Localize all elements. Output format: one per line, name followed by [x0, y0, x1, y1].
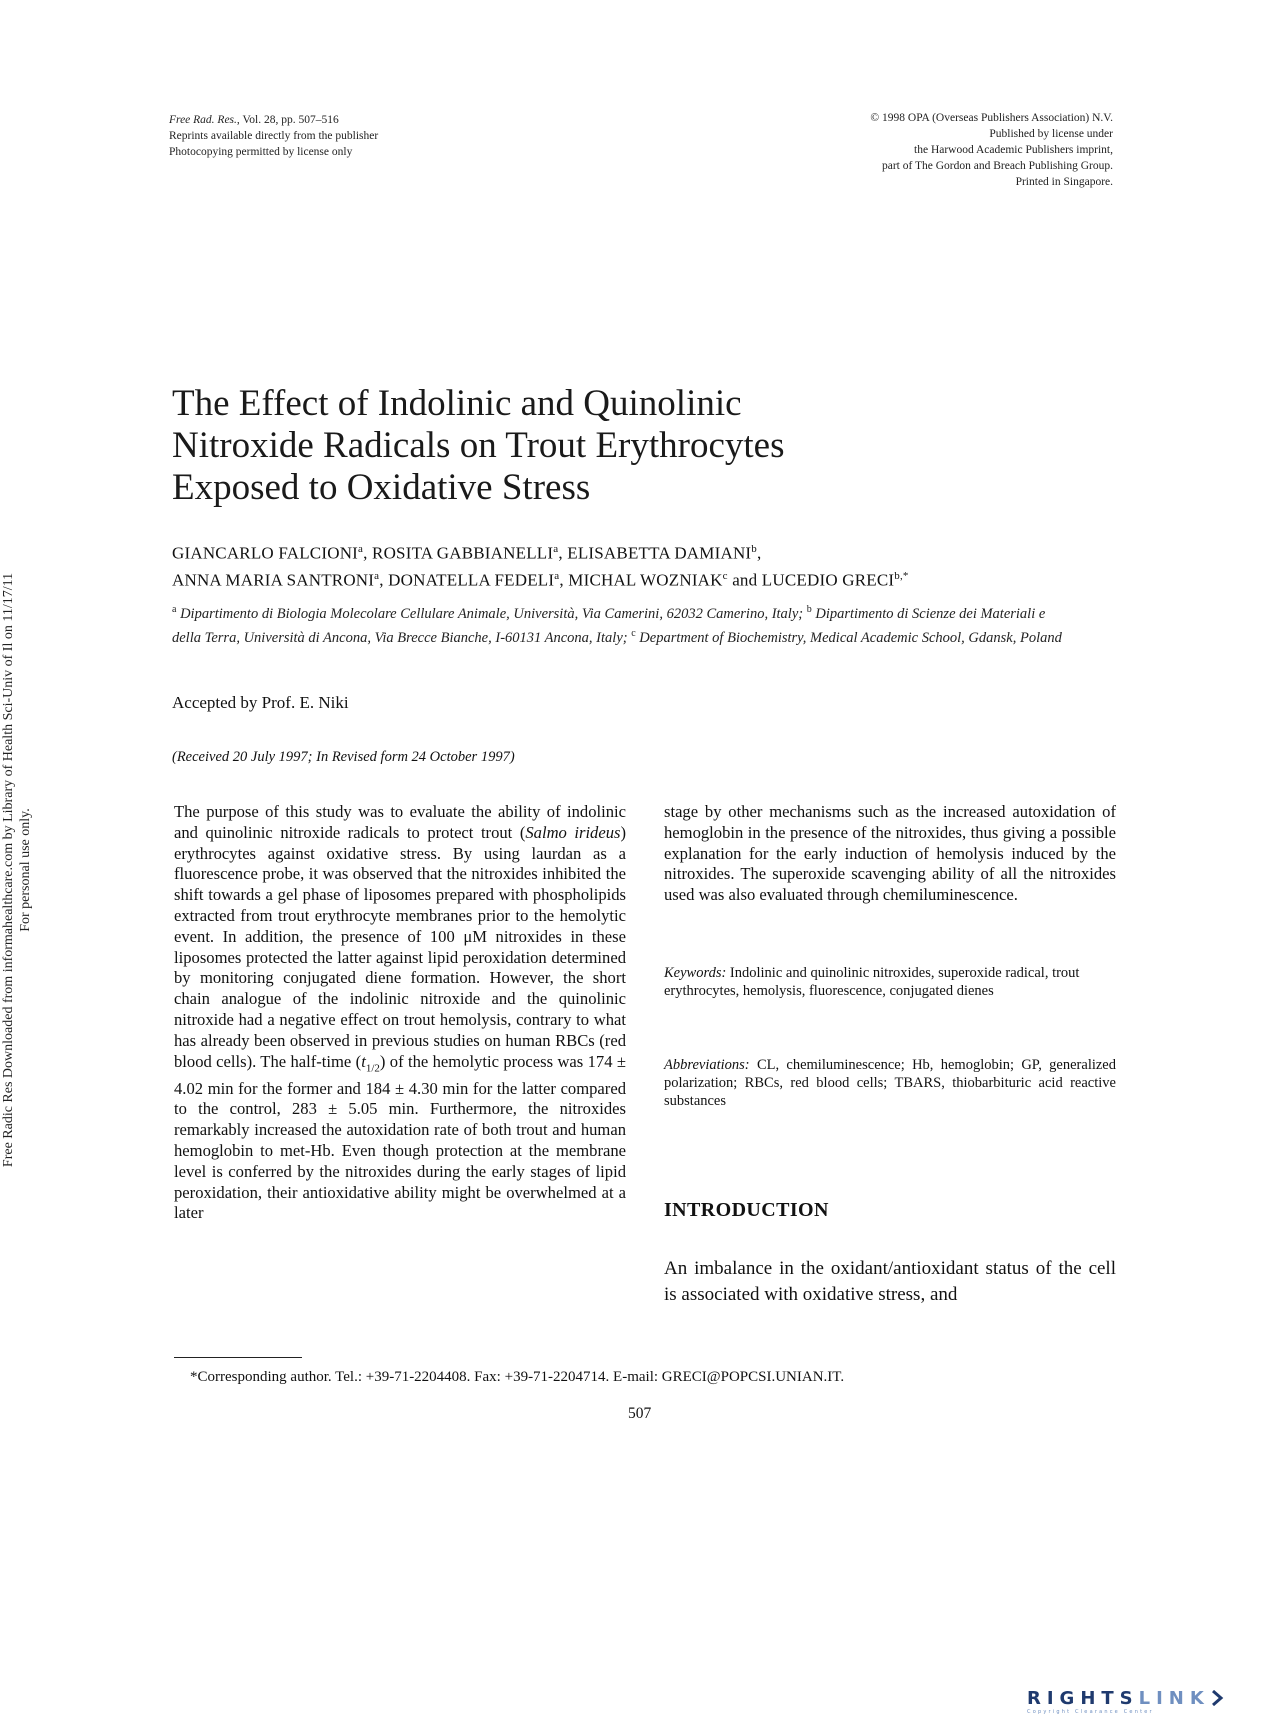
publisher-line-2: Published by license under [989, 128, 1113, 140]
author-affil-mark: a [553, 543, 559, 555]
author: GIANCARLO FALCIONI [172, 543, 359, 563]
author-affil-mark: b [751, 543, 757, 555]
journal-volume: , Vol. 28, pp. 507–516 [236, 114, 339, 126]
personal-use-notice: For personal use only. [18, 808, 33, 932]
author-affil-mark: c [722, 569, 728, 582]
affil-mark: b [806, 604, 812, 615]
page-number: 507 [628, 1405, 652, 1422]
affiliations [172, 600, 1072, 648]
rightslink-wordmark [1027, 1689, 1257, 1709]
chevron-logo-icon [1210, 1690, 1224, 1706]
author-affil-mark: a [374, 569, 380, 582]
received-dates: (Received 20 July 1997; In Revised form 24 October 1997) [172, 749, 515, 765]
abstract-continued: stage by other mechanisms such as the increased autoxidation of hemoglobin in the presence of the nitroxides, thus giving a possible explanation for the early induction of hemolysis induced by the nitroxides. The superoxide scavenging ability of all the nitroxides used was also evaluated through chemiluminescence. [664, 802, 1116, 905]
abstract-text: ) of the hemolytic process was 174 ± 4.02 min for the former and 184 ± 4.30 min for the latter compared to the control, 283 ± 5.05 min. Furthermore, the nitroxides remarkably increased the autoxidation rate of both trout and human hemoglobin to met-Hb. Even though protection at the membrane level is conferred by the nitroxides during the early stages of lipid peroxidation, their antioxidative ability might be overwhelmed at a later [174, 1051, 626, 1223]
author: MICHAL WOZNIAK [568, 570, 723, 590]
species-name: Salmo irideus [525, 822, 621, 842]
copyright-line: © 1998 OPA (Overseas Publishers Association) N.V. [870, 112, 1113, 124]
publisher-line-4: part of The Gordon and Breach Publishing Group. [881, 160, 1113, 172]
keywords-label: Keywords: [664, 965, 727, 981]
author-affil-mark: a [554, 569, 560, 582]
keywords [664, 964, 1116, 1000]
t-half-symbol: t [361, 1051, 366, 1071]
footnote-divider [174, 1357, 302, 1358]
affil-mark: c [631, 627, 636, 639]
abbreviations-label: Abbreviations: [664, 1057, 750, 1073]
author-conjunction: and [732, 570, 758, 590]
title-line-1: The Effect of Indolinic and Quinolinic [172, 383, 742, 424]
download-watermark [0, 510, 44, 1230]
author-affil-mark: a [358, 543, 364, 555]
abstract [174, 802, 626, 1224]
corresponding-author-footnote: *Corresponding author. Tel.: +39-71-2204408. Fax: +39-71-2204714. E-mail: GRECI@POPCSI.UNIAN.IT. [190, 1369, 845, 1385]
logo-tagline: Copyright Clearance Center [1027, 1709, 1154, 1715]
author: ROSITA GABBIANELLI [372, 543, 554, 563]
abbreviations-text: CL, chemiluminescence; Hb, hemoglobin; GP, generalized polarization; RBCs, red blood cells; TBARS, thiobarbituric acid reactive substances [664, 1057, 1116, 1109]
introduction-text: An imbalance in the oxidant/antioxidant status of the cell is associated with oxidative stress, and [664, 1258, 1116, 1305]
t-half-subscript: 1/2 [365, 1061, 380, 1074]
affiliation-b: Dipartimento di Scienze dei Materiali e della Terra, Università di Ancona, Via Brecce Bianche, I-60131 Ancona, Italy; [172, 605, 1046, 646]
author: LUCEDIO GRECI [761, 570, 895, 590]
printed-in: Printed in Singapore. [1015, 176, 1113, 188]
abbreviations [664, 1056, 1116, 1110]
affiliation-c: Department of Biochemistry, Medical Academic School, Gdansk, Poland [639, 629, 1062, 646]
journal-header [169, 112, 589, 160]
journal-citation [169, 112, 589, 128]
article-title [172, 383, 972, 509]
keywords-text: Indolinic and quinolinic nitroxides, superoxide radical, trout erythrocytes, hemolysis, fluorescence, conjugated dienes [664, 965, 1080, 999]
download-notice: Free Radic Res Downloaded from informahealthcare.com by Library of Health Sci-Univ of Il on 11/17/11 [1, 572, 16, 1168]
affiliation-a: Dipartimento di Biologia Molecolare Cellulare Animale, Università, Via Camerini, 62032 Camerino, Italy; [180, 605, 804, 622]
photocopy-notice: Photocopying permitted by license only [169, 146, 353, 158]
logo-word-light: LINK [1138, 1688, 1210, 1709]
rightslink-logo [1027, 1689, 1257, 1719]
abstract-text: ) erythrocytes against oxidative stress. By using laurdan as a fluorescence probe, it was observed that the nitroxides inhibited the shift towards a gel phase of liposomes prepared with phospholipids extracted from trout erythrocyte membranes prior to the hemolytic event. In addition, the presence of 100 μM nitroxides in these liposomes protected the latter against lipid peroxidation determined by monitoring conjugated diene formation. However, the short chain analogue of the indolinic nitroxide and the quinolinic nitroxide had a negative effect on trout hemolysis, contrary to what has already been observed in previous studies on human RBCs (red blood cells). The half-time ( [174, 822, 627, 1071]
author-affil-mark: b,* [894, 569, 909, 582]
publisher-header [693, 110, 1113, 190]
publisher-line-3: the Harwood Academic Publishers imprint, [914, 144, 1113, 156]
accepted-by: Accepted by Prof. E. Niki [172, 693, 349, 712]
affil-mark: a [172, 604, 177, 615]
reprints-notice: Reprints available directly from the publisher [169, 130, 379, 142]
author: ELISABETTA DAMIANI [567, 543, 752, 563]
title-line-2: Nitroxide Radicals on Trout Erythrocytes [172, 425, 785, 466]
section-heading: INTRODUCTION [664, 1199, 829, 1221]
author: ANNA MARIA SANTRONI [172, 570, 375, 590]
title-line-3: Exposed to Oxidative Stress [172, 467, 591, 508]
author-list: GIANCARLO FALCIONI$^a$, ROSITA GABBIANELLI$^a$, ELISABETTA DAMIANI$^b$, ANNA MARIA SANTRONI$^a$, DONATELLA FEDELI$^a$, MICHAL WOZNIAK$^c$ and LUCEDIO $GRECI^{b,*}$ [172, 543, 909, 590]
author: DONATELLA FEDELI [388, 570, 555, 590]
logo-word-dark: RIGHTS [1027, 1688, 1139, 1709]
abstract-text: The purpose of this study was to evaluate the ability of indolinic and quinolinic nitroxide radicals to protect trout ( [174, 802, 626, 842]
journal-name: Free Rad. Res. [169, 114, 237, 126]
